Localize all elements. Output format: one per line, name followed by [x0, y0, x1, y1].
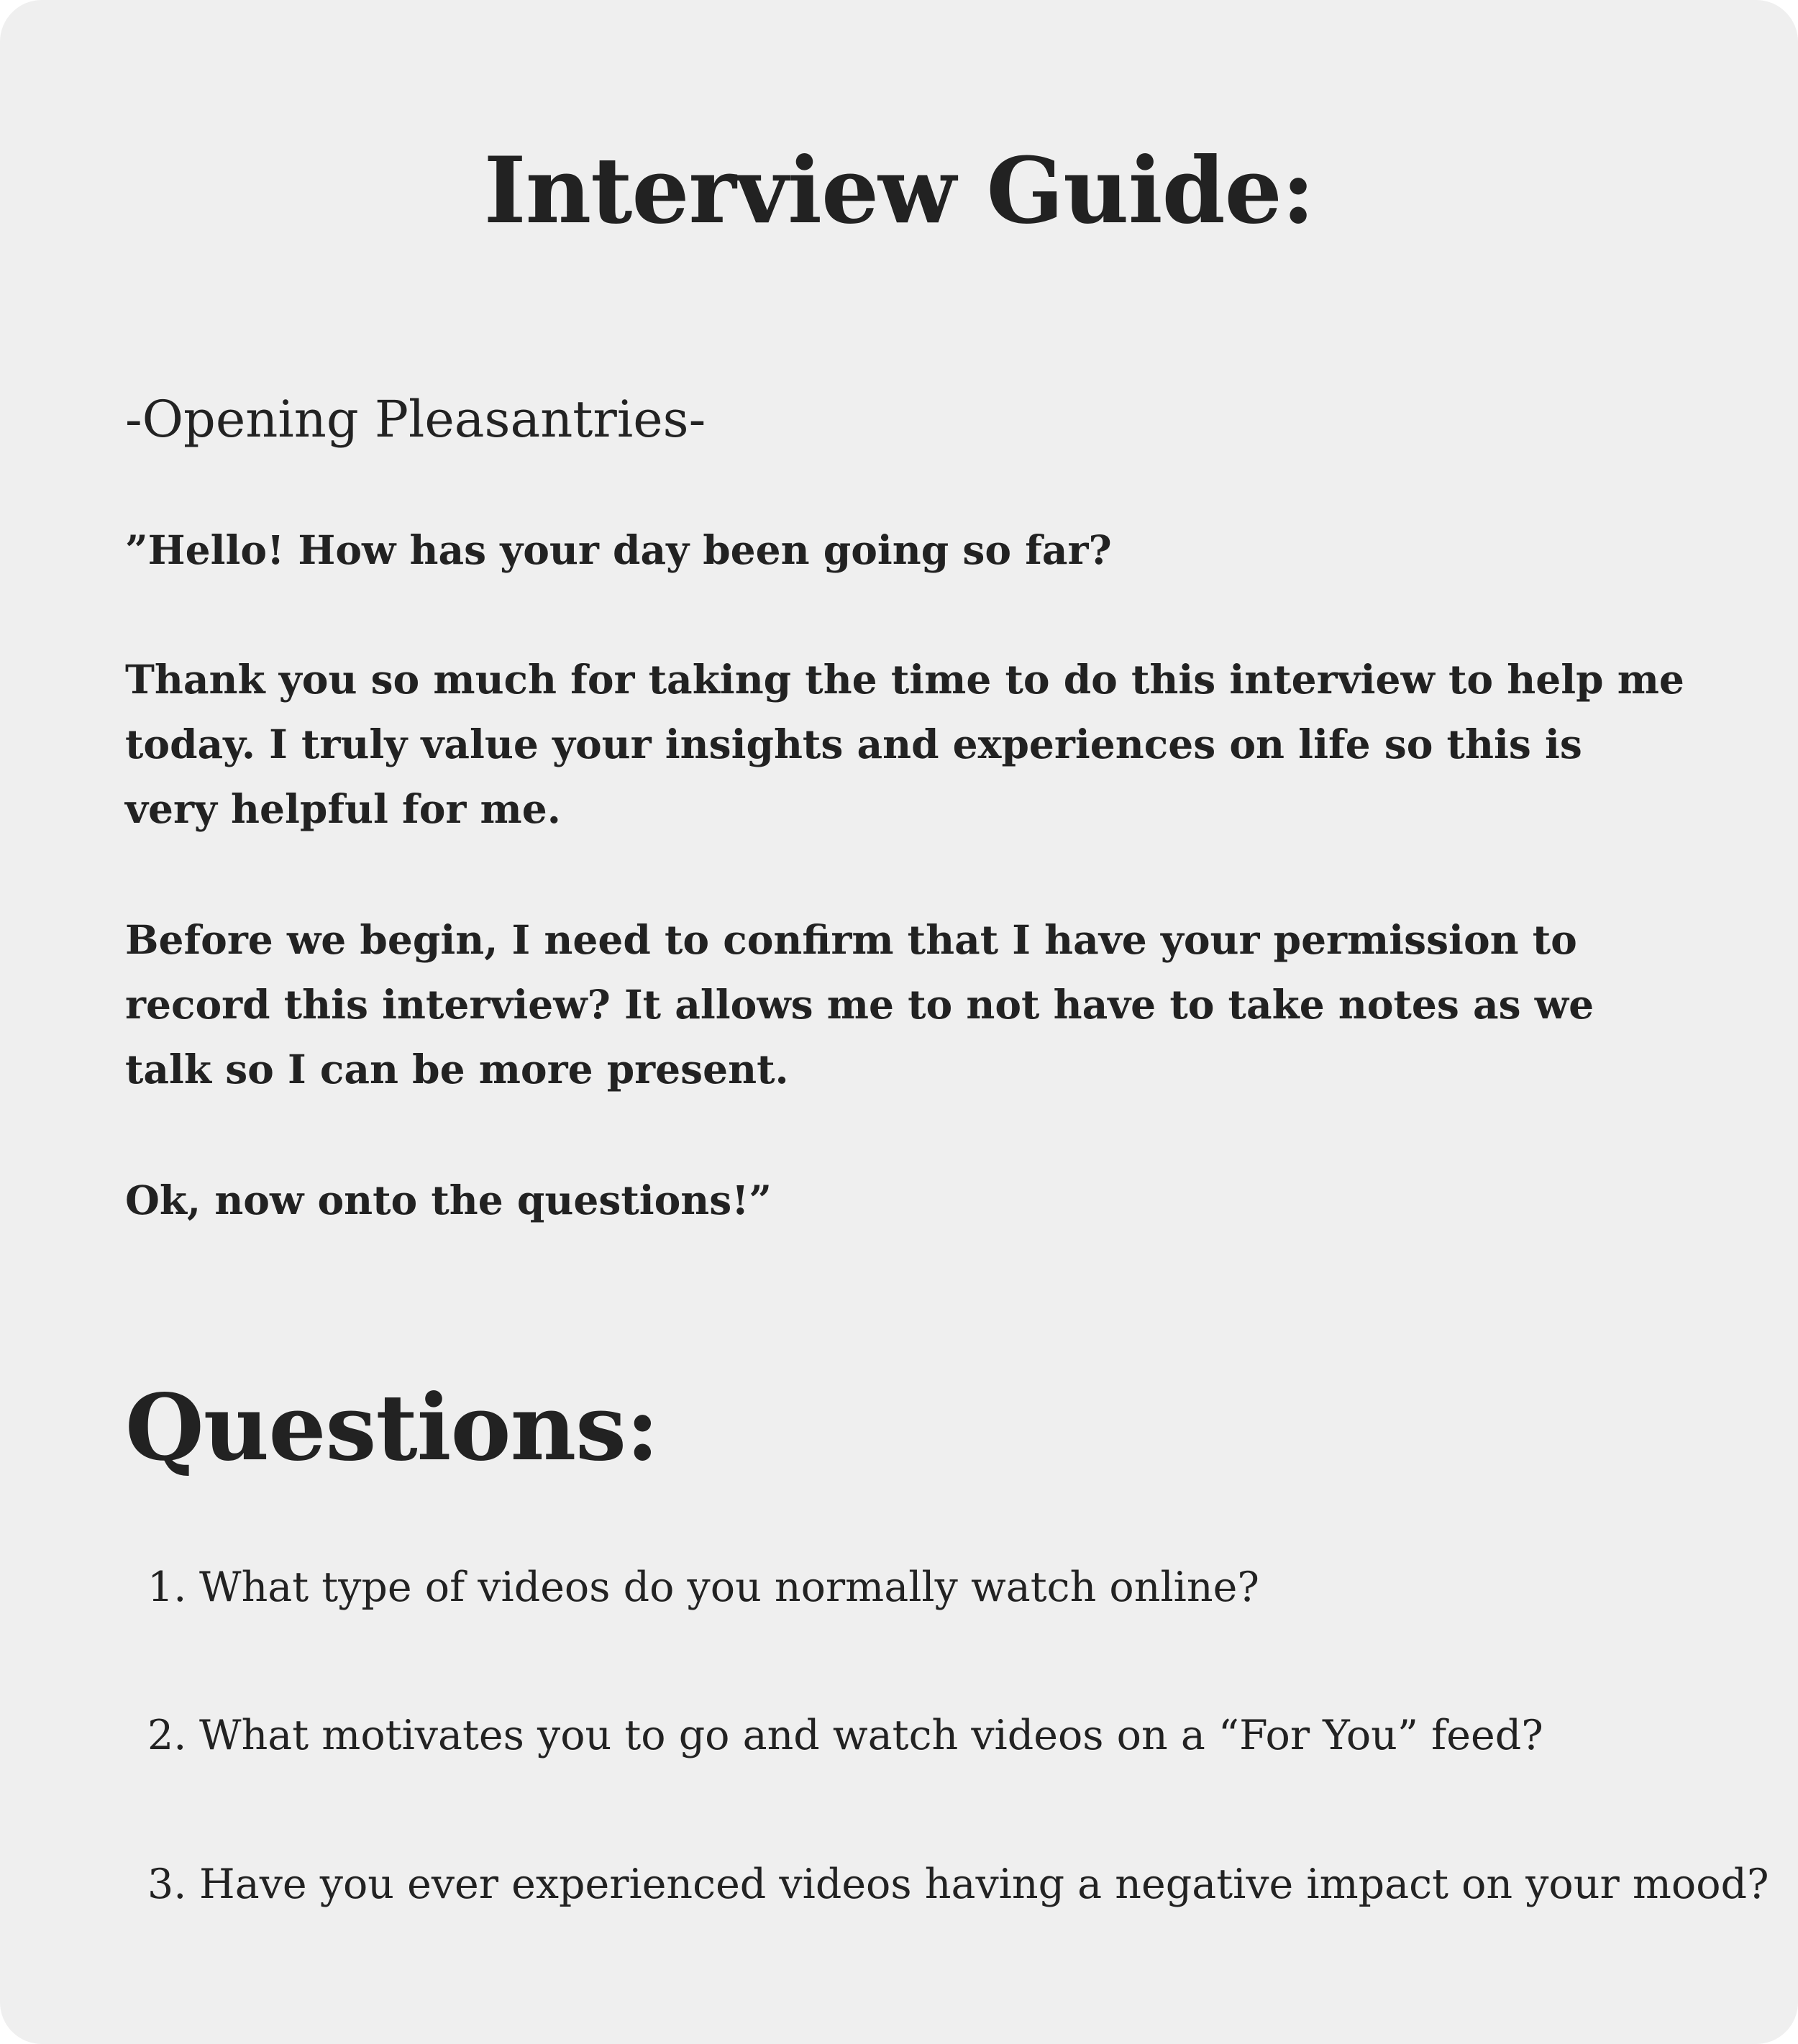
opening-paragraph-permission: Before we begin, I need to confirm that I have your permission to record this interview? It allows me to not have to take notes as we talk so I can be more present.: [125, 916, 1594, 1092]
question-number: 2.: [147, 1712, 187, 1759]
opening-paragraph-transition: Ok, now onto the questions!”: [125, 1177, 772, 1223]
questions-heading: Questions:: [125, 1374, 659, 1481]
page-title: Interview Guide:: [483, 137, 1315, 244]
question-number: 3.: [147, 1861, 187, 1908]
question-text: What type of videos do you normally watch online?: [199, 1564, 1259, 1611]
question-item: [147, 1555, 1730, 1620]
opening-paragraph-greeting: ”Hello! How has your day been going so far?: [125, 526, 1112, 573]
opening-section-label: -Opening Pleasantries-: [125, 390, 706, 449]
opening-paragraph-thanks: Thank you so much for taking the time to do this interview to help me today. I truly value your insights and experiences on life so this is very helpful for me.: [125, 656, 1684, 832]
question-item: [147, 1703, 1730, 1768]
question-text: What motivates you to go and watch videos on a “For You” feed?: [199, 1712, 1543, 1759]
question-text: Have you ever experienced videos having a negative impact on your mood?: [199, 1861, 1769, 1908]
question-item: [147, 1852, 1769, 1917]
question-number: 1.: [147, 1564, 187, 1611]
